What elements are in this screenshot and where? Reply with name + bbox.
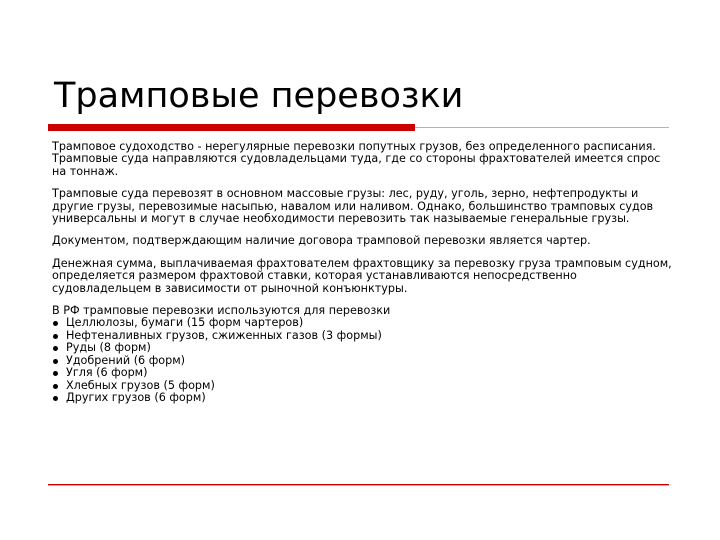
bullet-icon [53, 396, 58, 401]
list-item [52, 392, 672, 404]
list-item-text: Целлюлозы, бумаги (15 форм чартеров) [66, 316, 304, 330]
list-item-text: Хлебных грузов (5 форм) [66, 378, 215, 392]
bullet-icon [53, 371, 58, 376]
bullet-icon [53, 346, 58, 351]
bullet-icon [53, 321, 58, 326]
cargo-list [52, 317, 672, 404]
footer-rule-gray [48, 485, 669, 486]
paragraph-definition: Трамповое судоходство - нерегулярные перевозки попутных грузов, без определенного расписания. Трамповые суда направляются судовладельцами туда, где со стороны фрахтователей имеется спрос на тоннаж. [52, 140, 661, 178]
list-item-text: Руды (8 форм) [66, 341, 151, 355]
bullet-icon [53, 359, 58, 364]
paragraph-charter: Документом, подтверждающим наличие договора трамповой перевозки является чартер. [52, 234, 591, 248]
footer-rule-accent [48, 484, 669, 485]
list-intro: В РФ трамповые перевозки используются для перевозки [52, 304, 391, 318]
bullet-icon [53, 384, 58, 389]
paragraph-cargo: Трамповые суда перевозят в основном массовые грузы: лес, руду, уголь, зерно, нефтепродукты и другие грузы, перевозимые насыпью, навалом или наливом. Однако, большинство трамповых судов универсальны и могут в случае необходимости перевозить так называемые генеральные грузы. [52, 187, 654, 226]
title-underline-accent [48, 124, 415, 131]
list-item-text: Нефтеналивных грузов, сжиженных газов (3 формы) [66, 328, 382, 342]
list-item-text: Удобрений (6 форм) [66, 353, 186, 367]
slide-title: Трамповые перевозки [54, 76, 464, 116]
paragraph-freight-rate: Денежная сумма, выплачиваемая фрахтователем фрахтовщику за перевозку груза трамповым судном, определяется размером фрахтовой ставки, которая устанавливаются непосредственно судовладельцем в зависимости от рыночной конъюнктуры. [52, 256, 672, 295]
slide-body [52, 141, 672, 404]
list-item-text: Угля (6 форм) [66, 366, 148, 380]
bullet-icon [53, 334, 58, 339]
list-item-text: Других грузов (6 форм) [66, 390, 206, 404]
